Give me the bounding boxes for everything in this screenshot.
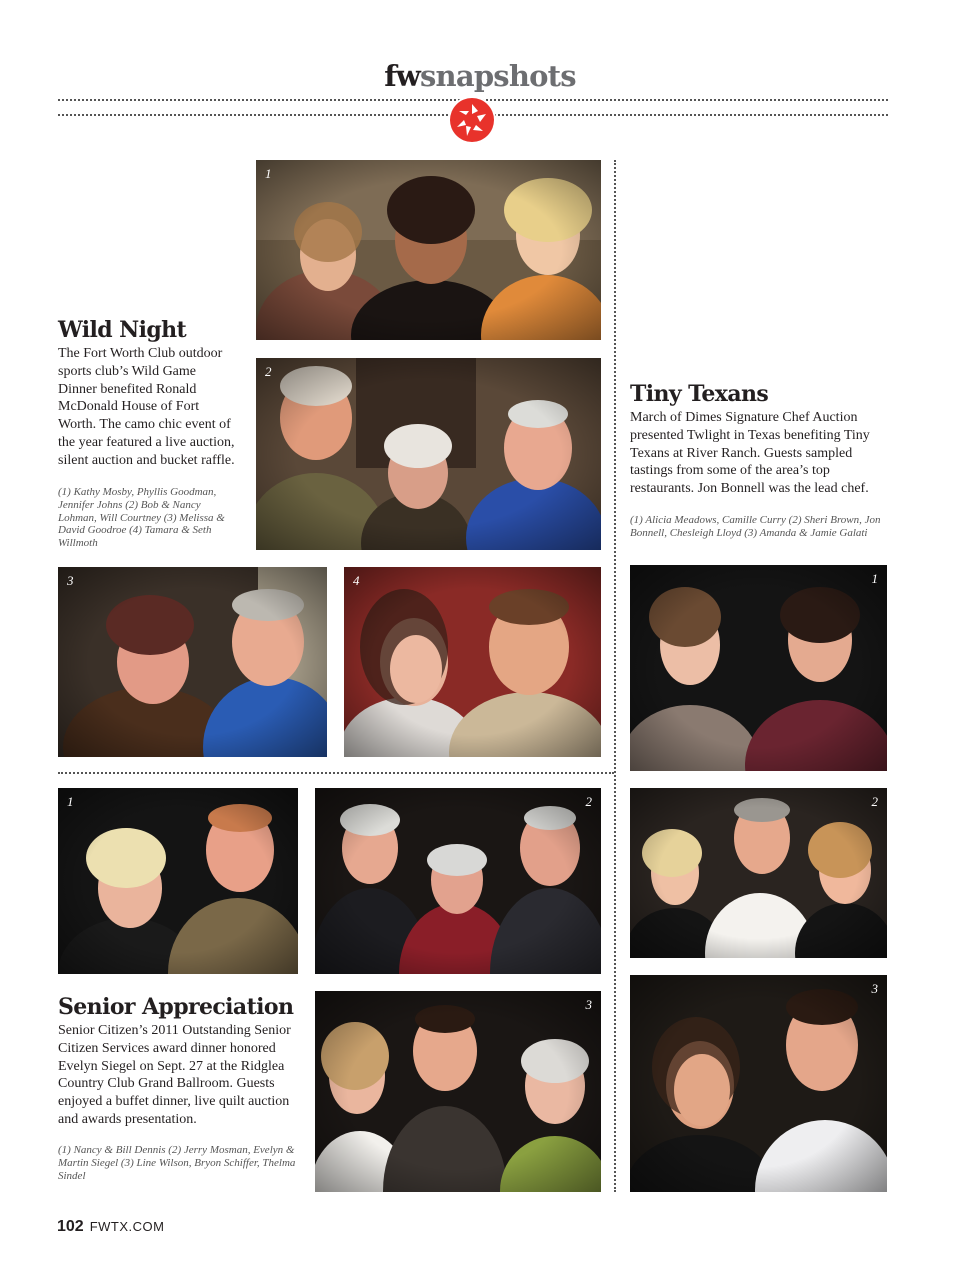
tiny-texans-photo-2 <box>630 788 887 958</box>
column-divider <box>614 160 616 1192</box>
senior-appreciation-caption: (1) Nancy & Bill Dennis (2) Jerry Mosman, Evelyn & Martin Siegel (3) Line Wilson, Bryon Schiffer, Thelma Sindel <box>58 1144 296 1182</box>
senior-appreciation-photo-3 <box>315 991 601 1192</box>
tiny-texans-photo-1 <box>630 565 887 771</box>
page-number: 102 <box>57 1218 84 1235</box>
page-masthead <box>0 58 960 94</box>
senior-appreciation-heading: Senior Appreciation <box>58 994 294 1020</box>
photo-number: 3 <box>67 573 74 588</box>
section-divider <box>58 772 614 774</box>
masthead-fw: fw <box>384 59 421 93</box>
wild-night-body: The Fort Worth Club outdoor sports club’s Wild Game Dinner benefited Ronald McDonald House of Fort Worth. The camo chic event of the year featured a live auction, silent auction and bucket raffle. <box>58 346 235 468</box>
wild-night-photo-4 <box>344 567 601 757</box>
photo-number: 3 <box>871 981 878 996</box>
photo-number: 3 <box>585 997 592 1012</box>
wild-night-caption: (1) Kathy Mosby, Phyllis Goodman, Jennifer Johns (2) Bob & Nancy Lohman, Will Courtney (3) Melissa & David Goodroe (4) Tamara & Seth Willmoth <box>58 486 225 550</box>
wild-night-photo-1 <box>256 160 601 340</box>
wild-night-photo-2 <box>256 358 601 550</box>
tiny-texans-heading: Tiny Texans <box>630 381 769 407</box>
photo-number: 2 <box>585 794 592 809</box>
masthead-snapshots: snapshots <box>420 59 576 93</box>
tiny-texans-photo-3 <box>630 975 887 1192</box>
photo-number: 1 <box>67 794 74 809</box>
photo-number: 1 <box>871 571 878 586</box>
camera-aperture-icon <box>447 95 497 145</box>
photo-number: 4 <box>353 573 360 588</box>
photo-number: 2 <box>265 364 272 379</box>
wild-night-heading: Wild Night <box>58 317 187 343</box>
senior-appreciation-photo-1 <box>58 788 298 974</box>
page-folio <box>57 1218 164 1236</box>
wild-night-photo-3 <box>58 567 327 757</box>
photo-number: 1 <box>265 166 272 181</box>
tiny-texans-body: March of Dimes Signature Chef Auction presented Twlight in Texas benefiting Tiny Texans at River Ranch. Guests sampled tastings from some of the area’s top restaurants. Jon Bonnell was the lead chef. <box>630 410 870 497</box>
senior-appreciation-photo-2 <box>315 788 601 974</box>
senior-appreciation-body: Senior Citizen’s 2011 Outstanding Senior Citizen Services award dinner honored Evelyn Siegel on Sept. 27 at the Ridglea Country Club Grand Ballroom. Guests enjoyed a buffet dinner, live quilt auction and awards presentation. <box>58 1023 291 1127</box>
tiny-texans-caption: (1) Alicia Meadows, Camille Curry (2) Sheri Brown, Jon Bonnell, Chesleigh Lloyd (3) Amanda & Jamie Galati <box>630 514 881 539</box>
site-name: FWTX.COM <box>89 1219 165 1234</box>
photo-number: 2 <box>871 794 878 809</box>
